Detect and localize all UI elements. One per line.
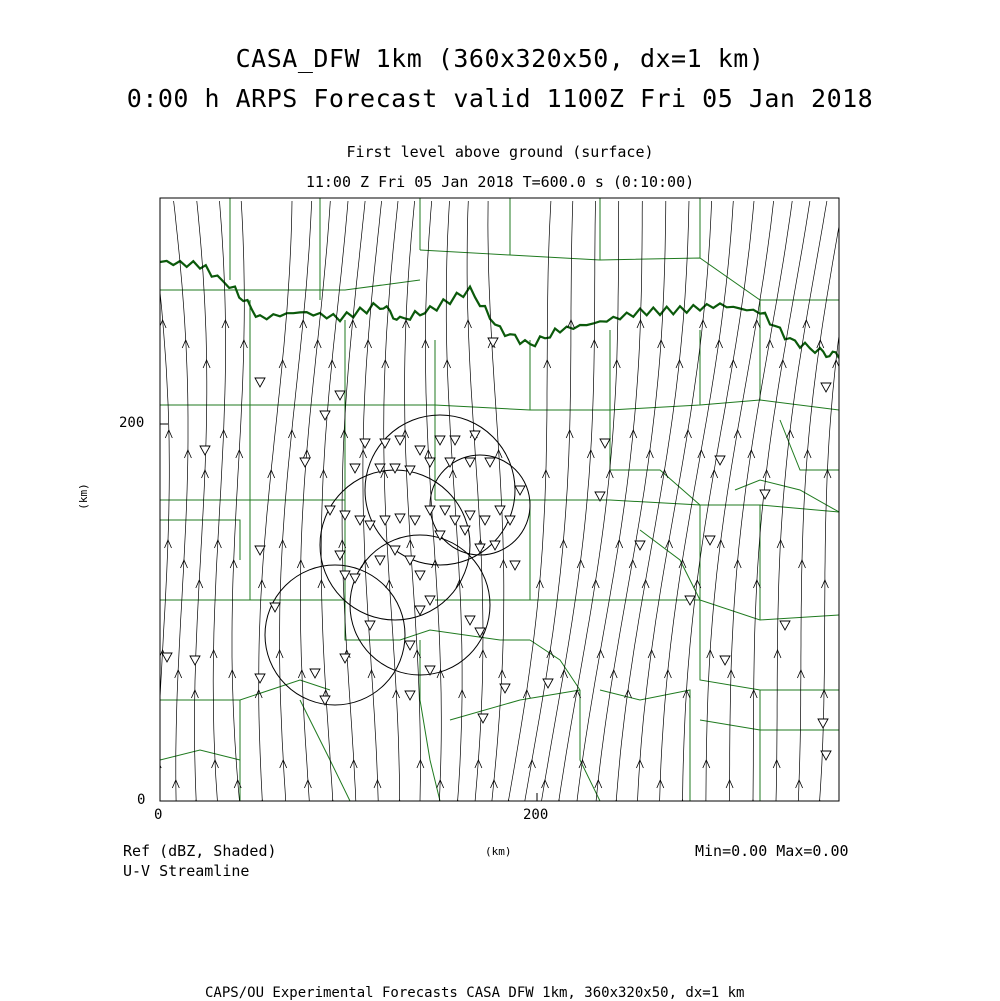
streamline: [638, 201, 712, 801]
county-border-line: [435, 405, 610, 470]
station-marker-icon: [425, 596, 435, 605]
station-marker-icon: [465, 616, 475, 625]
station-marker-icon: [760, 490, 770, 499]
county-border-line: [580, 690, 600, 801]
streamline: [542, 201, 596, 801]
station-marker-icon: [478, 714, 488, 723]
station-marker-icon: [350, 574, 360, 583]
x-axis-unit: (km): [485, 845, 512, 858]
station-marker-icon: [705, 536, 715, 545]
county-border-line: [160, 280, 420, 290]
streamline-arrow: [845, 540, 852, 548]
county-border-line: [530, 600, 839, 620]
station-marker-icon: [310, 669, 320, 678]
station-marker-icon: [425, 458, 435, 467]
station-marker-icon: [818, 719, 828, 728]
streamline: [232, 201, 244, 801]
station-marker-icon: [440, 506, 450, 515]
streamline: [384, 201, 400, 801]
radar-range-ring: [265, 565, 405, 705]
y-tick-0: 0: [137, 792, 146, 808]
county-border-line: [450, 690, 580, 720]
level-label: First level above ground (surface): [346, 143, 654, 161]
station-marker-icon: [715, 456, 725, 465]
x-tick-0: 0: [154, 807, 163, 823]
station-marker-icon: [395, 514, 405, 523]
station-marker-icon: [390, 546, 400, 555]
county-border-line: [530, 640, 580, 690]
streamline: [195, 201, 207, 801]
station-marker-icon: [255, 378, 265, 387]
streamline-arrow: [848, 430, 855, 438]
streamline: [488, 201, 504, 801]
x-tick-200: 200: [523, 807, 549, 823]
station-marker-icon: [415, 571, 425, 580]
station-marker-icon: [300, 458, 310, 467]
streamline: [525, 201, 573, 801]
state-border: [160, 261, 839, 358]
valid-time-label: 11:00 Z Fri 05 Jan 2018 T=600.0 s (0:10:00): [305, 173, 695, 191]
station-marker-icon: [515, 486, 525, 495]
station-marker-icon: [335, 391, 345, 400]
streamline-arrow: [840, 760, 847, 768]
station-marker-icon: [480, 516, 490, 525]
station-marker-icon: [350, 464, 360, 473]
station-marker-icon: [450, 516, 460, 525]
station-marker-icon: [395, 436, 405, 445]
station-marker-icon: [500, 684, 510, 693]
streamline: [174, 201, 188, 801]
state-border-line: [160, 261, 839, 358]
county-border-line: [160, 680, 330, 700]
streamline: [559, 201, 619, 801]
streamline: [342, 201, 365, 801]
plot-title-line1: CASA_DFW 1km (360x320x50, dx=1 km): [235, 44, 765, 73]
station-marker-icon: [380, 516, 390, 525]
legend-field-shaded: Ref (dBZ, Shaded): [123, 842, 277, 860]
county-border-line: [160, 500, 250, 600]
county-border-line: [700, 720, 800, 730]
station-marker-icon: [320, 411, 330, 420]
station-marker-icon: [270, 603, 280, 612]
county-border-line: [160, 520, 240, 560]
county-border-line: [160, 750, 240, 760]
station-marker-icon: [635, 541, 645, 550]
streamline-arrow: [844, 650, 851, 658]
county-border-line: [300, 700, 350, 801]
station-marker-icon: [365, 621, 375, 630]
streamline: [405, 201, 421, 801]
streamline: [280, 201, 312, 801]
station-marker-icon: [495, 506, 505, 515]
county-border-line: [700, 505, 839, 512]
station-marker-icon: [780, 621, 790, 630]
station-marker-icon: [335, 551, 345, 560]
streamline: [820, 201, 860, 801]
station-marker-icon: [340, 571, 350, 580]
streamline: [259, 201, 292, 801]
station-marker-icon: [405, 641, 415, 650]
streamline: [798, 201, 843, 801]
county-border-line: [250, 405, 345, 500]
county-border-line: [530, 500, 700, 600]
legend-minmax: Min=0.00 Max=0.00: [695, 842, 849, 860]
county-border-line: [420, 250, 839, 300]
streamline: [660, 201, 734, 801]
station-marker-icon: [510, 561, 520, 570]
station-marker-icon: [425, 506, 435, 515]
y-tick-200: 200: [119, 415, 145, 431]
county-border-line: [610, 400, 839, 410]
station-marker-icon: [720, 656, 730, 665]
station-marker-icon: [435, 436, 445, 445]
streamline-arrow: [856, 320, 863, 328]
streamline: [446, 201, 462, 801]
station-marker-icon: [340, 654, 350, 663]
station-marker-icon: [465, 458, 475, 467]
station-marker-icon: [490, 541, 500, 550]
station-marker-icon: [200, 446, 210, 455]
station-marker-icon: [255, 674, 265, 683]
station-marker-icon: [340, 511, 350, 520]
streamline: [840, 201, 876, 801]
legend-field-streamline: U-V Streamline: [123, 862, 250, 880]
streamline: [683, 201, 755, 801]
station-marker-icon: [375, 556, 385, 565]
station-marker-icon: [162, 653, 172, 662]
county-border-line: [420, 640, 440, 801]
station-marker-icon: [190, 656, 200, 665]
county-border-line: [610, 470, 700, 505]
plot-title-line2: 0:00 h ARPS Forecast valid 1100Z Fri 05 Jan 2018: [126, 84, 874, 113]
station-marker-icon: [390, 464, 400, 473]
station-marker-icon: [600, 439, 610, 448]
station-marker-icon: [415, 446, 425, 455]
county-border-line: [700, 600, 839, 690]
streamline: [300, 201, 330, 801]
streamline: [425, 201, 441, 801]
y-axis-unit: (km): [76, 483, 90, 510]
station-marker-icon: [465, 511, 475, 520]
station-marker-icon: [415, 606, 425, 615]
station-marker-icon: [485, 458, 495, 467]
station-marker-icon: [405, 691, 415, 700]
station-marker-icon: [821, 383, 831, 392]
station-marker-icon: [410, 516, 420, 525]
streamline: [213, 201, 225, 801]
county-border-line: [640, 530, 700, 600]
footer-label: CAPS/OU Experimental Forecasts CASA DFW 1km, 360x320x50, dx=1 km: [205, 985, 745, 1001]
station-marker-icon: [360, 439, 370, 448]
station-marker-icon: [475, 628, 485, 637]
